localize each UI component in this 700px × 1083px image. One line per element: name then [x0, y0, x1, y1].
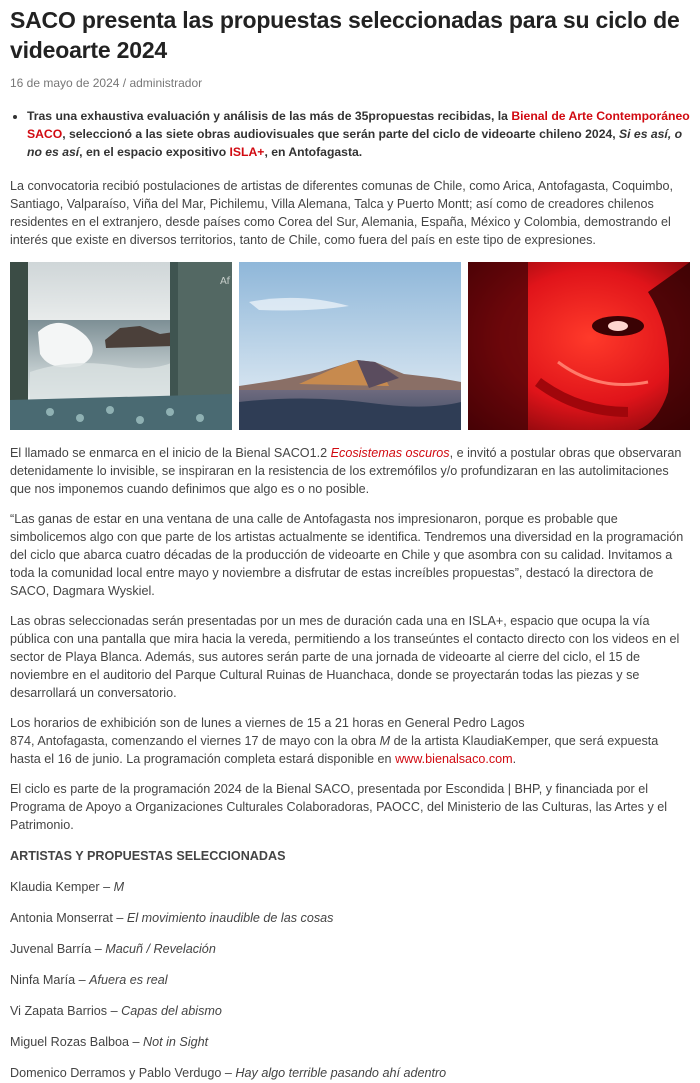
artist-name: Juvenal Barría: [10, 942, 92, 956]
paragraph-ciclo: El ciclo es parte de la programación 2024 de la Bienal SACO, presentada por Escondida | BHP, y financiada por el Programa de Apoyo a Organizaciones Culturales Colaboradoras, PAOCC, del Ministerio de las Culturas, las Artes y el Patrimonio.: [10, 782, 668, 832]
artist-item: [10, 878, 690, 896]
page-title: SACO presenta las propuestas seleccionadas para su ciclo de videoarte 2024: [10, 7, 680, 63]
artist-item: [10, 909, 690, 927]
artist-work: M: [113, 880, 125, 894]
artist-work: Macuñ / Revelación: [105, 942, 216, 956]
artist-dash: –: [75, 973, 90, 987]
paragraph-obras: Las obras seleccionadas serán presentadas por un mes de duración cada una en ISLA+, espacio que ocupa la vía pública con una pantalla que mira hacia la vereda, permitiendo a los transeúntes el contacto directo con los videos en el sector de Playa Blanca. Además, sus autores serán parte de una jornada de videoarte al cierre del ciclo, el 15 de noviembre en el auditorio del Parque Cultural Ruinas de Huanchaca, donde se proyectarán todas las piezas y se desarrollará un conversatorio.: [10, 614, 680, 700]
artist-dash: –: [112, 911, 127, 925]
gallery-image-sea-window[interactable]: [10, 262, 232, 430]
lead-text-3: , en el espacio expositivo: [79, 145, 230, 159]
bienalsaco-website-link[interactable]: www.bienalsaco.com: [395, 752, 513, 766]
artist-item: [10, 940, 690, 958]
artist-item: [10, 1033, 690, 1051]
paragraph-convocatoria: La convocatoria recibió postulaciones de artistas de diferentes comunas de Chile, como Arica, Antofagasta, Coquimbo, Santiago, Valparaíso, Viña del Mar, Pichilemu, Villa Alemana, Talca y Puerto Montt; así como de creadores chilenos residentes en el extranjero, desde países como Corea del Sur, Alemania, España, México y Colombia, demostrando el interés que existe en diversos territorios, tanto de Chile, como fuera del país en este tipo de expresiones.: [10, 179, 673, 247]
post-date: 16 de mayo de 2024: [10, 76, 120, 90]
artist-dash: –: [107, 1004, 122, 1018]
lead-text-4: , en Antofagasta.: [264, 145, 363, 159]
lead-text-2: , seleccionó a las siete obras audiovisuales que serán parte del ciclo de videoarte chileno 2024,: [62, 127, 620, 141]
horarios-text-d: .: [512, 752, 517, 766]
gallery-image-red-face[interactable]: [468, 262, 690, 430]
horarios-text-a: Los horarios de exhibición son de lunes a viernes de 15 a 21 horas en General Pedro Lagos: [10, 716, 525, 730]
paragraph-llamado: [10, 444, 690, 498]
artist-work: El movimiento inaudible de las cosas: [126, 911, 334, 925]
artist-work: Capas del abismo: [121, 1004, 222, 1018]
paragraph-quote: “Las ganas de estar en una ventana de una calle de Antofagasta nos impresionaron, porque es probable que simbolicemos algo con que parte de los artistas actualmente se identifica. Tendremos una diversidad en la programación del ciclo que abarca cuatro décadas de la producción de videoarte en Chile y que asombra con su calidad. Invitamos a toda la comunidad local entre mayo y noviembre a disfrutar de estas increíbles propuestas”, destacó la directora de SACO, Dagmara Wyskiel.: [10, 512, 684, 598]
artist-item: [10, 1064, 690, 1082]
horarios-text-c: de la artista KlaudiaKemper, que será expuesta hasta el 16 de junio. La programación completa estará disponible en: [10, 734, 659, 766]
bienal-saco-link[interactable]: Bienal de Arte Contemporáneo SACO: [27, 109, 690, 141]
artist-work: Hay algo terrible pasando ahí adentro: [235, 1066, 447, 1080]
artist-name: Vi Zapata Barrios: [10, 1004, 108, 1018]
window-glyph: Af: [220, 276, 231, 287]
artist-item: [10, 1002, 690, 1020]
artist-name: Antonia Monserrat: [10, 911, 113, 925]
author-link[interactable]: administrador: [129, 76, 203, 90]
artist-dash: –: [221, 1066, 236, 1080]
artist-work: Afuera es real: [89, 973, 168, 987]
artist-work: Not in Sight: [143, 1035, 209, 1049]
artist-dash: –: [99, 880, 114, 894]
llamado-text-a: El llamado se enmarca en el inicio de la Bienal SACO1.2: [10, 446, 331, 460]
artist-dash: –: [129, 1035, 144, 1049]
ecosistemas-oscuros-link[interactable]: Ecosistemas oscuros: [330, 446, 450, 460]
lead-text-1: Tras una exhaustiva evaluación y análisis de las más de 35propuestas recibidas, la: [27, 109, 512, 123]
artist-item: [10, 971, 690, 989]
llamado-text-b: , e invitó a postular obras que observaran detenidamente lo invisible, se inspiraran en la resistencia de los extremófilos y/o profundizaran en las autolimitaciones que nos imponemos cuando definimos que algo es o no posible.: [10, 446, 682, 496]
horarios-text-b: 874, Antofagasta, comenzando el viernes 17 de mayo con la obra: [10, 734, 380, 748]
artist-dash: –: [91, 942, 106, 956]
artist-name: Ninfa María: [10, 973, 76, 987]
lead-list: [10, 107, 690, 161]
lead-item: [27, 107, 690, 161]
paragraph-horarios: [10, 714, 690, 768]
artist-name: Domenico Derramos y Pablo Verdugo: [10, 1066, 222, 1080]
artist-name: Klaudia Kemper: [10, 880, 100, 894]
artists-list: [10, 878, 690, 1082]
cycle-title: Si es así, o no es así: [27, 127, 683, 159]
artist-name: Miguel Rozas Balboa: [10, 1035, 130, 1049]
post-meta: [10, 75, 690, 91]
isla-link[interactable]: ISLA+: [229, 145, 265, 159]
meta-separator: /: [119, 76, 130, 90]
image-gallery: [10, 262, 690, 430]
gallery-image-desert-mountain[interactable]: [239, 262, 461, 430]
artists-heading: ARTISTAS Y PROPUESTAS SELECCIONADAS: [10, 849, 286, 863]
horarios-work-title: M: [379, 734, 391, 748]
